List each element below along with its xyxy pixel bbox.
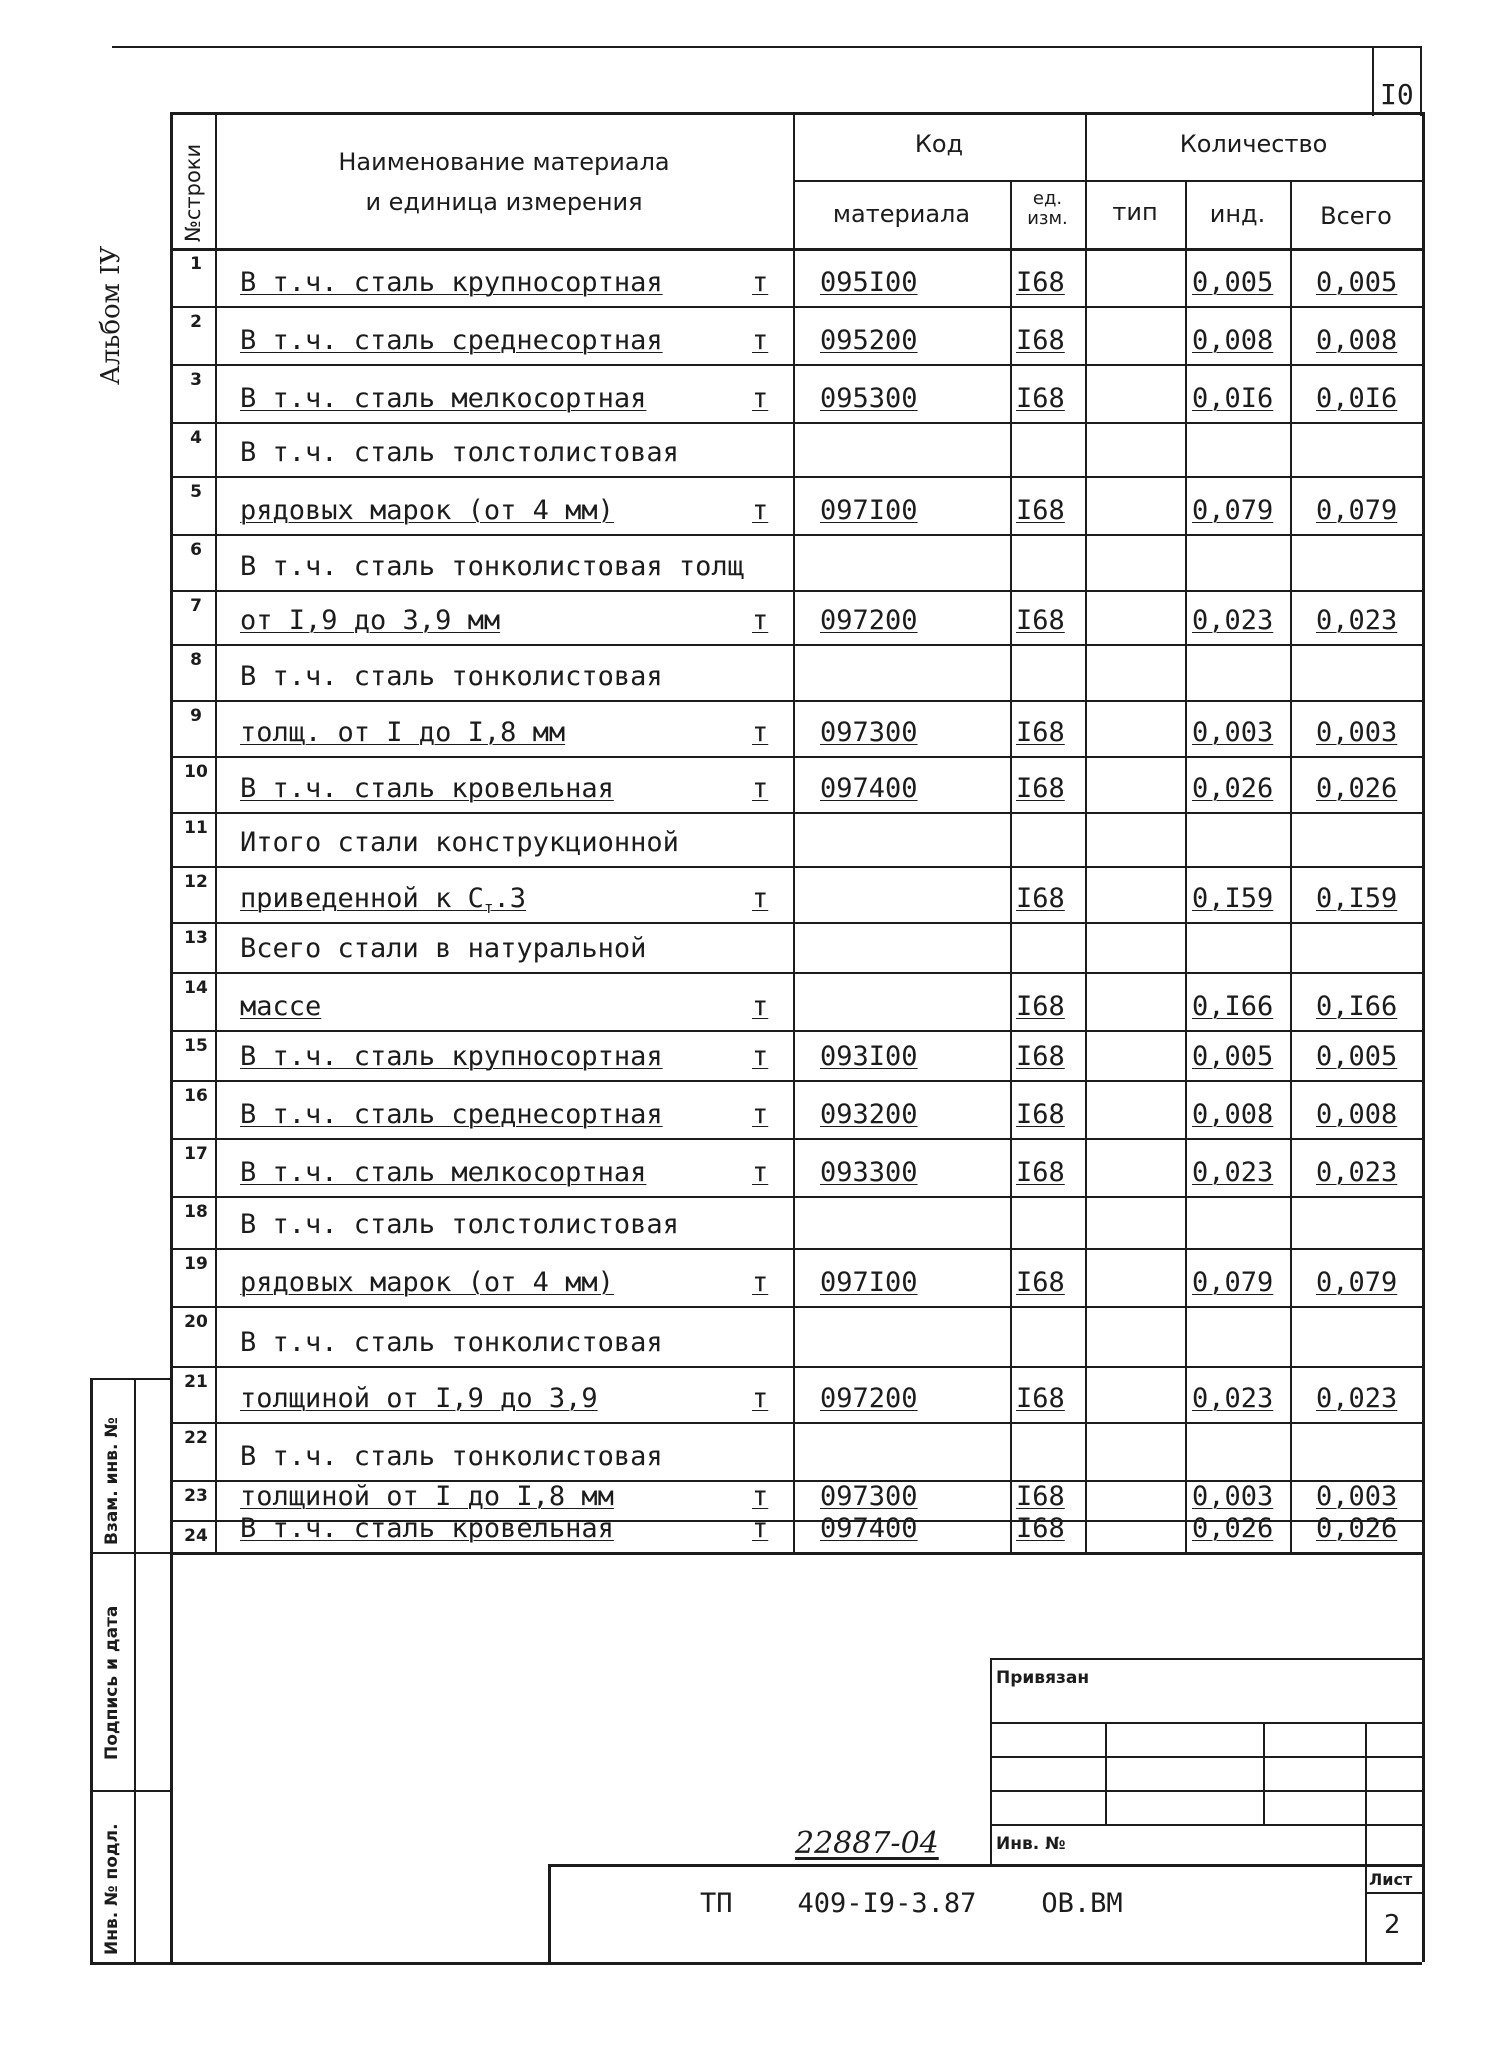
row-number: 4 xyxy=(190,428,202,448)
side-stamp-inv-podl: Инв. № подл. xyxy=(102,1823,122,1955)
row-separator xyxy=(170,1306,1422,1308)
row-separator xyxy=(170,1138,1422,1140)
row-separator xyxy=(170,1422,1422,1424)
unit-of-measure: т xyxy=(752,1513,769,1544)
row-separator xyxy=(170,306,1422,308)
name-header-line1: Наименование материала xyxy=(338,148,670,176)
quantity-ind: 0,003 xyxy=(1192,717,1274,748)
quantity-total: 0,023 xyxy=(1316,1383,1398,1414)
material-code: 097200 xyxy=(820,1383,918,1414)
row-separator xyxy=(170,1030,1422,1032)
quantity-group-header: Количество xyxy=(1179,130,1328,158)
quantity-ind: 0,003 xyxy=(1192,1481,1274,1512)
unit-code-col-line xyxy=(1085,112,1087,1552)
unit-code: I68 xyxy=(1016,991,1065,1022)
unit-code: I68 xyxy=(1016,1267,1065,1298)
material-code-header: материала xyxy=(832,200,971,228)
privyazan-label: Привязан xyxy=(996,1668,1090,1688)
row-separator xyxy=(170,972,1422,974)
row-number: 11 xyxy=(184,818,208,838)
unit-of-measure: т xyxy=(752,267,769,298)
row-number: 7 xyxy=(190,596,202,616)
material-code: 097I00 xyxy=(820,495,918,526)
quantity-ind: 0,005 xyxy=(1192,267,1274,298)
unit-of-measure: т xyxy=(752,717,769,748)
material-name: толщиной от I до I,8 мм xyxy=(240,1481,614,1512)
name-header-line2: и единица измерения xyxy=(365,188,643,216)
row-number: 9 xyxy=(190,706,202,726)
unit-of-measure: т xyxy=(752,773,769,804)
quantity-ind: 0,023 xyxy=(1192,1383,1274,1414)
unit-of-measure: т xyxy=(752,1383,769,1414)
side-stamp-top-line xyxy=(90,1378,170,1380)
material-name: В т.ч. сталь крупносортная xyxy=(240,1041,663,1072)
unit-of-measure: т xyxy=(752,383,769,414)
row-number: 6 xyxy=(190,540,202,560)
unit-of-measure: т xyxy=(752,883,769,914)
table-left-border xyxy=(170,112,173,1962)
row-separator xyxy=(170,364,1422,366)
quantity-ind: 0,008 xyxy=(1192,1099,1274,1130)
unit-code-header-line1: ед. xyxy=(1032,188,1063,209)
table-right-border xyxy=(1422,112,1425,1962)
quantity-total: 0,008 xyxy=(1316,1099,1398,1130)
row-number: 22 xyxy=(184,1428,208,1448)
row-separator xyxy=(170,756,1422,758)
unit-code: I68 xyxy=(1016,325,1065,356)
material-name: рядовых марок (от 4 мм) xyxy=(240,495,614,526)
material-code: 093I00 xyxy=(820,1041,918,1072)
row-separator xyxy=(170,700,1422,702)
material-code: 095200 xyxy=(820,325,918,356)
quantity-ind: 0,079 xyxy=(1192,1267,1274,1298)
row-number: 24 xyxy=(184,1526,208,1546)
quantity-total: 0,005 xyxy=(1316,267,1398,298)
row-number: 21 xyxy=(184,1372,208,1392)
material-name: В т.ч. сталь среднесортная xyxy=(240,325,663,356)
material-code: 097400 xyxy=(820,773,918,804)
header-mid-line xyxy=(793,180,1422,182)
unit-code: I68 xyxy=(1016,383,1065,414)
material-name: В т.ч. сталь тонколистовая xyxy=(240,1327,663,1358)
quantity-ind: 0,023 xyxy=(1192,1157,1274,1188)
row-separator xyxy=(170,644,1422,646)
type-header: тип xyxy=(1112,198,1158,226)
stamp-row-line-2 xyxy=(990,1756,1422,1758)
rownum-header: №строки xyxy=(181,143,205,242)
header-bottom-line xyxy=(170,248,1422,251)
material-name: рядовых марок (от 4 мм) xyxy=(240,1267,614,1298)
material-name-tail: .3 xyxy=(493,883,526,914)
unit-code-header-line2: изм. xyxy=(1027,208,1068,229)
material-name: В т.ч. сталь тонколистовая xyxy=(240,661,663,692)
side-stamp-line-1 xyxy=(90,1552,170,1554)
page-number: I0 xyxy=(1380,78,1414,111)
unit-of-measure: т xyxy=(752,991,769,1022)
material-name: В т.ч. сталь среднесортная xyxy=(240,1099,663,1130)
material-name-main: приведенной к С xyxy=(240,883,484,914)
material-name xyxy=(240,884,526,923)
row-separator xyxy=(170,1366,1422,1368)
unit-of-measure: т xyxy=(752,1099,769,1130)
side-stamp-line-2 xyxy=(90,1790,170,1792)
material-code: 097200 xyxy=(820,605,918,636)
unit-code: I68 xyxy=(1016,1513,1065,1544)
material-code: 097300 xyxy=(820,1481,918,1512)
material-name: В т.ч. сталь толстолистовая xyxy=(240,437,679,468)
unit-code: I68 xyxy=(1016,495,1065,526)
quantity-total: 0,0I6 xyxy=(1316,383,1398,414)
quantity-ind: 0,079 xyxy=(1192,495,1274,526)
unit-of-measure: т xyxy=(752,1041,769,1072)
material-name: толщиной от I,9 до 3,9 xyxy=(240,1383,598,1414)
material-code: 097300 xyxy=(820,717,918,748)
stamp-row-line-3 xyxy=(990,1790,1422,1792)
row-separator xyxy=(170,1196,1422,1198)
stamp-row-line-4 xyxy=(990,1824,1422,1826)
row-number: 3 xyxy=(190,370,202,390)
row-number: 2 xyxy=(190,312,202,332)
album-label: Альбом IУ xyxy=(96,245,126,385)
inv-no-label: Инв. № xyxy=(996,1834,1066,1854)
rownum-col-line xyxy=(215,112,217,1552)
row-separator xyxy=(170,476,1422,478)
material-name: В т.ч. сталь кровельная xyxy=(240,773,614,804)
sheet-number: 2 xyxy=(1384,1910,1401,1940)
material-name: В т.ч. сталь мелкосортная xyxy=(240,383,647,414)
page-bottom-line xyxy=(90,1962,1422,1965)
side-stamp-vzam: Взам. инв. № xyxy=(102,1417,122,1545)
table-top-border xyxy=(170,112,1422,115)
material-name: В т.ч. сталь тонколистовая толщ xyxy=(240,551,744,582)
row-number: 5 xyxy=(190,482,202,502)
material-name: В т.ч. сталь тонколистовая xyxy=(240,1441,663,1472)
material-code: 093200 xyxy=(820,1099,918,1130)
quantity-total: 0,008 xyxy=(1316,325,1398,356)
page-number-box-right xyxy=(1420,46,1422,116)
sheet-label-line xyxy=(1365,1892,1422,1894)
unit-of-measure: т xyxy=(752,1267,769,1298)
inv-handwritten-number: 22887-04 xyxy=(795,1826,939,1861)
side-stamp-inner-line xyxy=(134,1378,136,1962)
unit-code: I68 xyxy=(1016,1099,1065,1130)
material-name: В т.ч. сталь крупносортная xyxy=(240,267,663,298)
unit-code: I68 xyxy=(1016,1157,1065,1188)
code-group-header: Код xyxy=(914,130,964,158)
unit-code: I68 xyxy=(1016,717,1065,748)
stamp-row-line-1 xyxy=(990,1722,1422,1724)
doc-code-top-line xyxy=(548,1864,1422,1867)
side-stamp-outer-line xyxy=(90,1378,93,1962)
unit-code: I68 xyxy=(1016,605,1065,636)
ind-header: инд. xyxy=(1209,200,1266,228)
row-number: 16 xyxy=(184,1086,208,1106)
row-separator xyxy=(170,866,1422,868)
row-number: 13 xyxy=(184,928,208,948)
document-code: ТП 409-I9-3.87 ОВ.ВМ xyxy=(700,1888,1123,1919)
quantity-ind: 0,026 xyxy=(1192,1513,1274,1544)
row-number: 23 xyxy=(184,1486,208,1506)
quantity-total: 0,023 xyxy=(1316,1157,1398,1188)
row-separator xyxy=(170,590,1422,592)
row-separator xyxy=(170,1080,1422,1082)
row-number: 12 xyxy=(184,872,208,892)
stamp-col-line-3 xyxy=(1365,1722,1367,1962)
material-name: массе xyxy=(240,991,322,1022)
row-number: 20 xyxy=(184,1312,208,1332)
quantity-ind: 0,I66 xyxy=(1192,991,1274,1022)
quantity-total: 0,005 xyxy=(1316,1041,1398,1072)
row-separator xyxy=(170,534,1422,536)
top-border-line xyxy=(112,46,1422,48)
unit-of-measure: т xyxy=(752,1157,769,1188)
quantity-ind: 0,026 xyxy=(1192,773,1274,804)
material-name: В т.ч. сталь толстолистовая xyxy=(240,1209,679,1240)
material-code: 095300 xyxy=(820,383,918,414)
quantity-total: 0,023 xyxy=(1316,605,1398,636)
page-number-box-left xyxy=(1372,46,1374,116)
unit-code: I68 xyxy=(1016,267,1065,298)
material-code: 095I00 xyxy=(820,267,918,298)
row-number: 8 xyxy=(190,650,202,670)
material-code: 097400 xyxy=(820,1513,918,1544)
total-header: Всего xyxy=(1320,202,1392,230)
row-number: 10 xyxy=(184,762,208,782)
quantity-ind: 0,023 xyxy=(1192,605,1274,636)
side-stamp-podpis: Подпись и дата xyxy=(102,1605,122,1760)
unit-code: I68 xyxy=(1016,883,1065,914)
unit-of-measure: т xyxy=(752,605,769,636)
unit-code: I68 xyxy=(1016,1383,1065,1414)
quantity-total: 0,003 xyxy=(1316,717,1398,748)
doc-code-left-line xyxy=(548,1864,551,1962)
name-col-line xyxy=(793,112,795,1552)
quantity-ind: 0,008 xyxy=(1192,325,1274,356)
quantity-total: 0,026 xyxy=(1316,773,1398,804)
row-separator xyxy=(170,812,1422,814)
material-name: Всего стали в натуральной xyxy=(240,933,647,964)
material-name: В т.ч. сталь мелкосортная xyxy=(240,1157,647,1188)
unit-code: I68 xyxy=(1016,1041,1065,1072)
row-number: 18 xyxy=(184,1202,208,1222)
material-code: 097I00 xyxy=(820,1267,918,1298)
row-separator xyxy=(170,422,1422,424)
quantity-total: 0,003 xyxy=(1316,1481,1398,1512)
quantity-total: 0,I66 xyxy=(1316,991,1398,1022)
stamp-block-top-line xyxy=(990,1658,1422,1660)
row-number: 1 xyxy=(190,254,202,274)
quantity-ind: 0,I59 xyxy=(1192,883,1274,914)
material-name: В т.ч. сталь кровельная xyxy=(240,1513,614,1544)
table-bottom-border xyxy=(170,1552,1422,1555)
unit-of-measure: т xyxy=(752,325,769,356)
stamp-block-left-line xyxy=(990,1658,992,1864)
stamp-col-line-2 xyxy=(1263,1722,1265,1824)
unit-code: I68 xyxy=(1016,1481,1065,1512)
quantity-total: 0,026 xyxy=(1316,1513,1398,1544)
row-number: 17 xyxy=(184,1144,208,1164)
quantity-total: 0,079 xyxy=(1316,495,1398,526)
quantity-ind: 0,005 xyxy=(1192,1041,1274,1072)
quantity-total: 0,079 xyxy=(1316,1267,1398,1298)
material-name: Итого стали конструкционной xyxy=(240,827,679,858)
material-code: 093300 xyxy=(820,1157,918,1188)
stamp-col-line-1 xyxy=(1105,1722,1107,1824)
sheet-label: Лист xyxy=(1369,1870,1413,1889)
quantity-ind: 0,0I6 xyxy=(1192,383,1274,414)
material-name: от I,9 до 3,9 мм xyxy=(240,605,501,636)
row-number: 19 xyxy=(184,1254,208,1274)
material-name-subscript: т xyxy=(483,898,494,917)
unit-code: I68 xyxy=(1016,773,1065,804)
row-number: 15 xyxy=(184,1036,208,1056)
quantity-total: 0,I59 xyxy=(1316,883,1398,914)
unit-of-measure: т xyxy=(752,495,769,526)
row-number: 14 xyxy=(184,978,208,998)
material-name: толщ. от I до I,8 мм xyxy=(240,717,566,748)
unit-of-measure: т xyxy=(752,1481,769,1512)
row-separator xyxy=(170,1248,1422,1250)
